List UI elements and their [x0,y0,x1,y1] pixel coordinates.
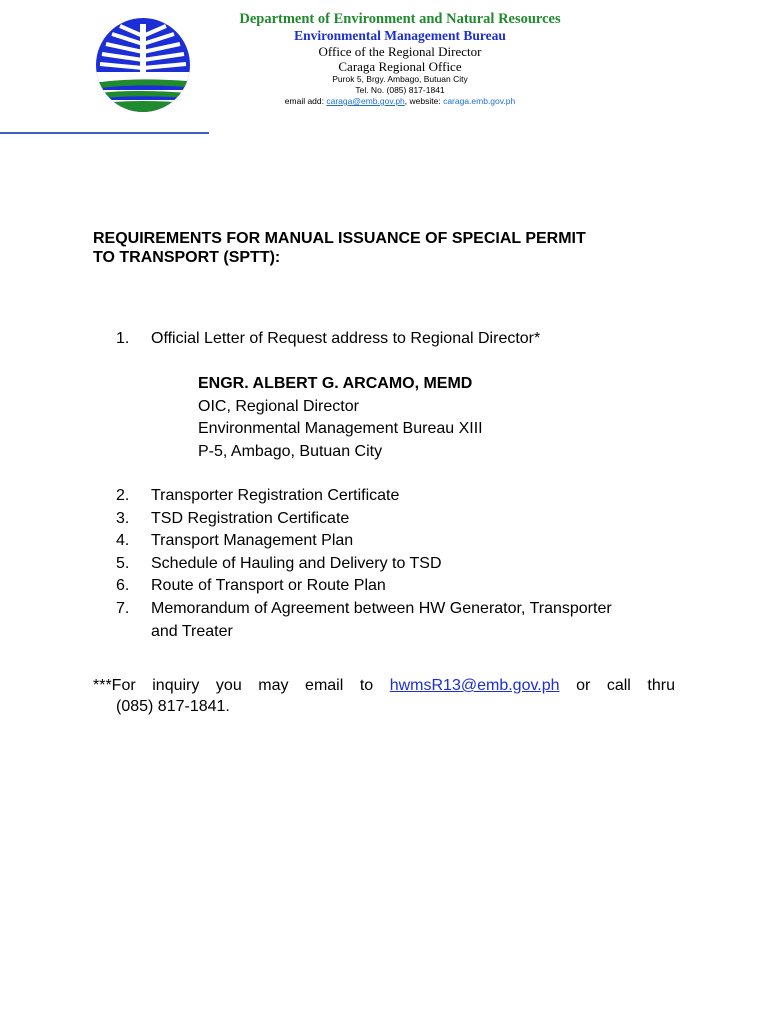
office-address: Purok 5, Brgy. Ambago, Butuan City [332,74,468,84]
inquiry-word: to [359,677,374,694]
inquiry-note [93,676,675,717]
item-text: Schedule of Hauling and Delivery to TSD [151,555,442,572]
item-number: 3. [116,510,130,527]
inquiry-word: may [258,677,289,694]
title-line-2: TO TRANSPORT (SPTT): [93,249,281,266]
item-number: 7. [116,600,130,617]
addressee-block [198,373,483,463]
item-text: Transport Management Plan [151,532,354,549]
item-number: 5. [116,555,130,572]
inquiry-word: ***For [93,677,136,694]
website-label: , website: [404,96,441,106]
header-rule [0,132,209,134]
title-line-1: REQUIREMENTS FOR MANUAL ISSUANCE OF SPECIAL PERMIT [93,230,586,247]
item-text: Transporter Registration Certificate [151,487,400,504]
inquiry-line-1 [93,676,675,697]
item-number: 4. [116,532,130,549]
email-link[interactable]: caraga@emb.gov.ph [326,96,405,106]
addressee-office: Environmental Management Bureau XIII [198,420,483,437]
item-text: TSD Registration Certificate [151,510,350,527]
office-name: Office of the Regional Director [318,44,482,59]
item-number: 1. [116,330,130,347]
addressee-position: OIC, Regional Director [198,397,359,415]
inquiry-word: thru [647,677,675,694]
inquiry-email-link[interactable]: hwmsR13@emb.gov.ph [389,677,560,694]
inquiry-word: inquiry [152,677,200,694]
inquiry-word: or [576,677,591,694]
inquiry-phone: (085) 817-1841. [116,697,230,715]
contact-line [212,96,588,107]
item-text-line-1: Memorandum of Agreement between HW Generator, Transporter [151,600,612,617]
item-number: 2. [116,487,130,504]
page-title [93,229,693,267]
inquiry-word: you [215,677,242,694]
item-text: Official Letter of Request address to Regional Director* [151,330,541,347]
website-link[interactable]: caraga.emb.gov.ph [443,96,516,106]
letterhead [212,11,588,107]
item-text-line-2: and Treater [151,622,233,640]
regional-office-name: Caraga Regional Office [338,59,462,74]
email-label: email add: [284,96,324,106]
addressee-address: P-5, Ambago, Butuan City [198,442,383,460]
item-text: Route of Transport or Route Plan [151,577,386,594]
inquiry-word: call [606,677,631,694]
office-tel: Tel. No. (085) 817-1841 [355,85,445,95]
inquiry-word: email [305,677,344,694]
item-text [151,598,681,643]
department-name: Department of Environment and Natural Resources [239,11,561,27]
addressee-name: ENGR. ALBERT G. ARCAMO, MEMD [198,375,473,392]
item-number: 6. [116,577,130,594]
denr-logo-icon [90,18,202,114]
bureau-name: Environmental Management Bureau [294,28,506,43]
